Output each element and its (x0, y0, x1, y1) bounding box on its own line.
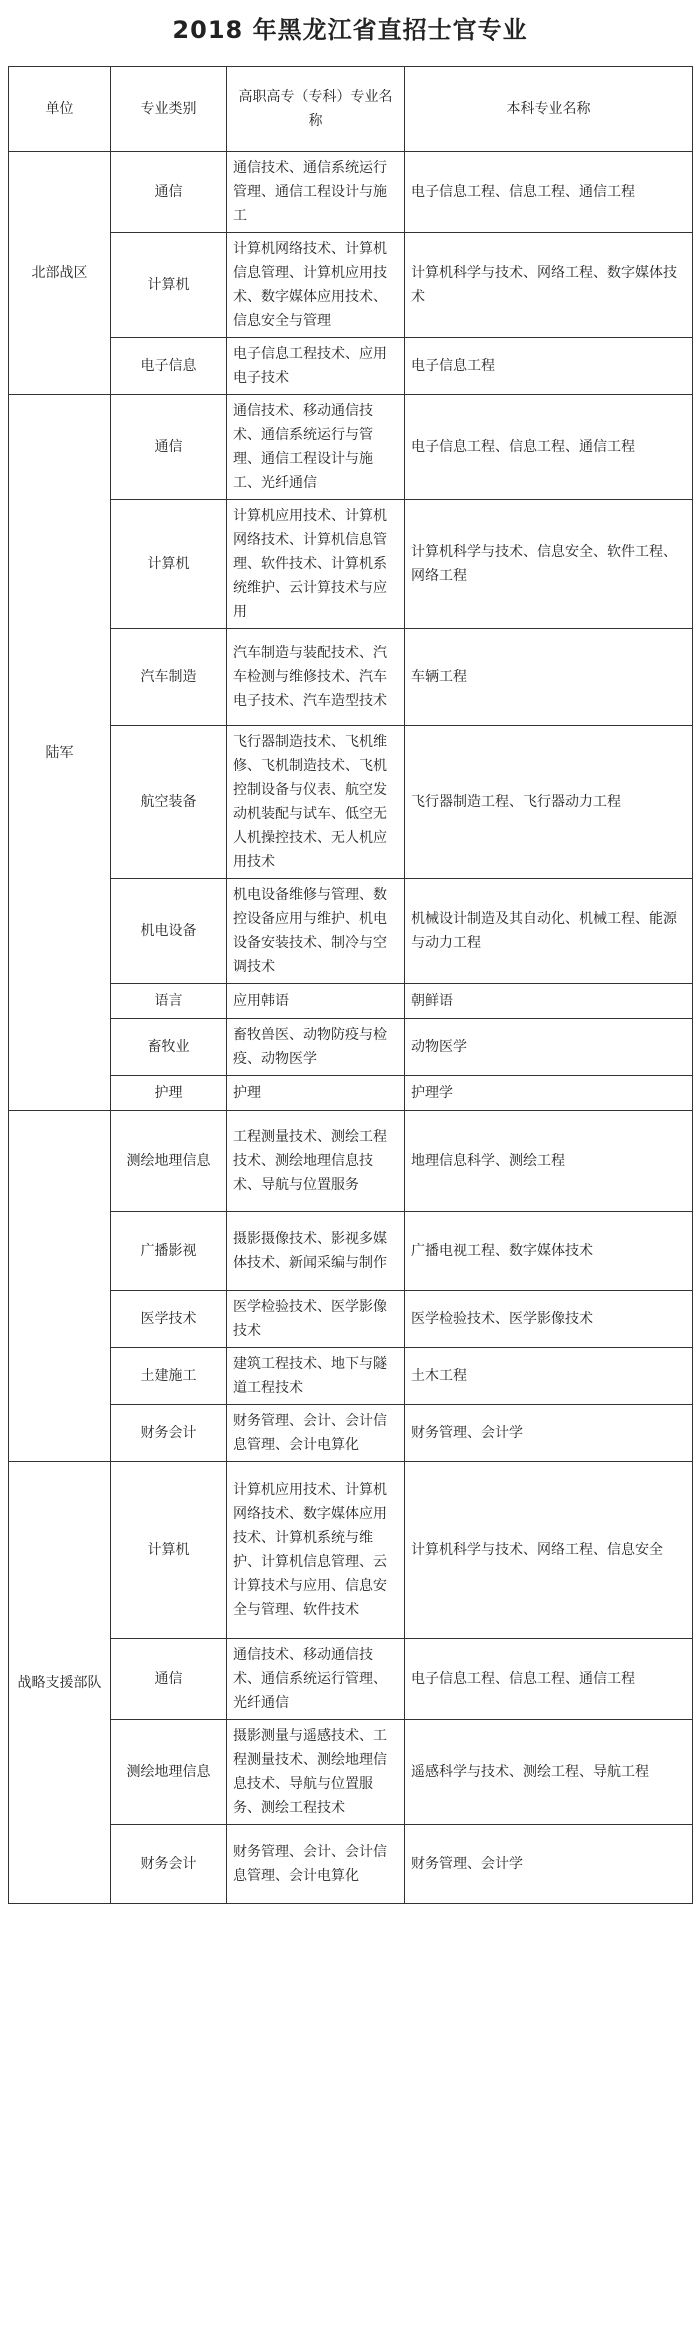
category-cell: 航空装备 (111, 726, 227, 879)
table-row (9, 1291, 693, 1348)
category-cell: 电子信息 (111, 338, 227, 395)
table-row (9, 1348, 693, 1405)
higher-vocational-cell: 汽车制造与装配技术、汽车检测与维修技术、汽车电子技术、汽车造型技术 (227, 629, 405, 726)
higher-vocational-cell: 通信技术、移动通信技术、通信系统运行管理、光纤通信 (227, 1639, 405, 1720)
table-row (9, 395, 693, 500)
higher-vocational-cell: 飞行器制造技术、飞机维修、飞机制造技术、飞机控制设备与仪表、航空发动机装配与试车、低空无人机操控技术、无人机应用技术 (227, 726, 405, 879)
category-cell: 计算机 (111, 500, 227, 629)
category-cell: 通信 (111, 1639, 227, 1720)
category-cell: 畜牧业 (111, 1019, 227, 1076)
higher-vocational-cell: 计算机应用技术、计算机网络技术、数字媒体应用技术、计算机系统与维护、计算机信息管理、云计算技术与应用、信息安全与管理、软件技术 (227, 1462, 405, 1639)
higher-vocational-cell: 通信技术、移动通信技术、通信系统运行与管理、通信工程设计与施工、光纤通信 (227, 395, 405, 500)
undergraduate-cell: 电子信息工程、信息工程、通信工程 (405, 395, 693, 500)
undergraduate-cell: 土木工程 (405, 1348, 693, 1405)
table-row (9, 233, 693, 338)
category-cell: 汽车制造 (111, 629, 227, 726)
table-row (9, 1405, 693, 1462)
category-cell: 广播影视 (111, 1212, 227, 1291)
table-row (9, 879, 693, 984)
undergraduate-cell: 电子信息工程、信息工程、通信工程 (405, 152, 693, 233)
table-header-row (9, 67, 693, 152)
table-row (9, 1076, 693, 1111)
undergraduate-cell: 电子信息工程、信息工程、通信工程 (405, 1639, 693, 1720)
higher-vocational-cell: 财务管理、会计、会计信息管理、会计电算化 (227, 1825, 405, 1904)
table-row (9, 1019, 693, 1076)
table-row (9, 152, 693, 233)
table-row (9, 1639, 693, 1720)
undergraduate-cell: 护理学 (405, 1076, 693, 1111)
higher-vocational-cell: 畜牧兽医、动物防疫与检疫、动物医学 (227, 1019, 405, 1076)
higher-vocational-cell: 工程测量技术、测绘工程技术、测绘地理信息技术、导航与位置服务 (227, 1111, 405, 1212)
header-category: 专业类别 (111, 67, 227, 152)
unit-cell: 北部战区 (9, 152, 111, 395)
category-cell: 医学技术 (111, 1291, 227, 1348)
undergraduate-cell: 财务管理、会计学 (405, 1825, 693, 1904)
category-cell: 计算机 (111, 233, 227, 338)
higher-vocational-cell: 摄影摄像技术、影视多媒体技术、新闻采编与制作 (227, 1212, 405, 1291)
undergraduate-cell: 动物医学 (405, 1019, 693, 1076)
category-cell: 护理 (111, 1076, 227, 1111)
header-unit: 单位 (9, 67, 111, 152)
table-row (9, 984, 693, 1019)
undergraduate-cell: 车辆工程 (405, 629, 693, 726)
undergraduate-cell: 财务管理、会计学 (405, 1405, 693, 1462)
undergraduate-cell: 电子信息工程 (405, 338, 693, 395)
higher-vocational-cell: 护理 (227, 1076, 405, 1111)
unit-cell: 陆军 (9, 395, 111, 1111)
table-row (9, 1462, 693, 1639)
table-row (9, 500, 693, 629)
majors-table (8, 66, 693, 1904)
unit-cell: 战略支援部队 (9, 1462, 111, 1904)
higher-vocational-cell: 计算机网络技术、计算机信息管理、计算机应用技术、数字媒体应用技术、信息安全与管理 (227, 233, 405, 338)
header-undergraduate: 本科专业名称 (405, 67, 693, 152)
higher-vocational-cell: 电子信息工程技术、应用电子技术 (227, 338, 405, 395)
page-title: 2018 年黑龙江省直招士官专业 (172, 16, 528, 44)
table-row (9, 338, 693, 395)
undergraduate-cell: 计算机科学与技术、信息安全、软件工程、网络工程 (405, 500, 693, 629)
higher-vocational-cell: 摄影测量与遥感技术、工程测量技术、测绘地理信息技术、导航与位置服务、测绘工程技术 (227, 1720, 405, 1825)
category-cell: 通信 (111, 395, 227, 500)
undergraduate-cell: 广播电视工程、数字媒体技术 (405, 1212, 693, 1291)
table-row (9, 726, 693, 879)
higher-vocational-cell: 应用韩语 (227, 984, 405, 1019)
undergraduate-cell: 朝鲜语 (405, 984, 693, 1019)
undergraduate-cell: 医学检验技术、医学影像技术 (405, 1291, 693, 1348)
category-cell: 机电设备 (111, 879, 227, 984)
undergraduate-cell: 计算机科学与技术、网络工程、信息安全 (405, 1462, 693, 1639)
category-cell: 计算机 (111, 1462, 227, 1639)
higher-vocational-cell: 财务管理、会计、会计信息管理、会计电算化 (227, 1405, 405, 1462)
higher-vocational-cell: 机电设备维修与管理、数控设备应用与维护、机电设备安装技术、制冷与空调技术 (227, 879, 405, 984)
category-cell: 测绘地理信息 (111, 1720, 227, 1825)
undergraduate-cell: 计算机科学与技术、网络工程、数字媒体技术 (405, 233, 693, 338)
category-cell: 财务会计 (111, 1825, 227, 1904)
category-cell: 测绘地理信息 (111, 1111, 227, 1212)
table-row (9, 1212, 693, 1291)
higher-vocational-cell: 计算机应用技术、计算机网络技术、计算机信息管理、软件技术、计算机系统维护、云计算技术与应用 (227, 500, 405, 629)
higher-vocational-cell: 建筑工程技术、地下与隧道工程技术 (227, 1348, 405, 1405)
category-cell: 通信 (111, 152, 227, 233)
table-row (9, 629, 693, 726)
undergraduate-cell: 飞行器制造工程、飞行器动力工程 (405, 726, 693, 879)
table-row (9, 1720, 693, 1825)
table-row (9, 1825, 693, 1904)
category-cell: 土建施工 (111, 1348, 227, 1405)
category-cell: 语言 (111, 984, 227, 1019)
undergraduate-cell: 机械设计制造及其自动化、机械工程、能源与动力工程 (405, 879, 693, 984)
header-higher-vocational: 高职高专（专科）专业名称 (227, 67, 405, 152)
unit-cell (9, 1111, 111, 1462)
undergraduate-cell: 地理信息科学、测绘工程 (405, 1111, 693, 1212)
table-row (9, 1111, 693, 1212)
higher-vocational-cell: 医学检验技术、医学影像技术 (227, 1291, 405, 1348)
undergraduate-cell: 遥感科学与技术、测绘工程、导航工程 (405, 1720, 693, 1825)
higher-vocational-cell: 通信技术、通信系统运行管理、通信工程设计与施工 (227, 152, 405, 233)
category-cell: 财务会计 (111, 1405, 227, 1462)
